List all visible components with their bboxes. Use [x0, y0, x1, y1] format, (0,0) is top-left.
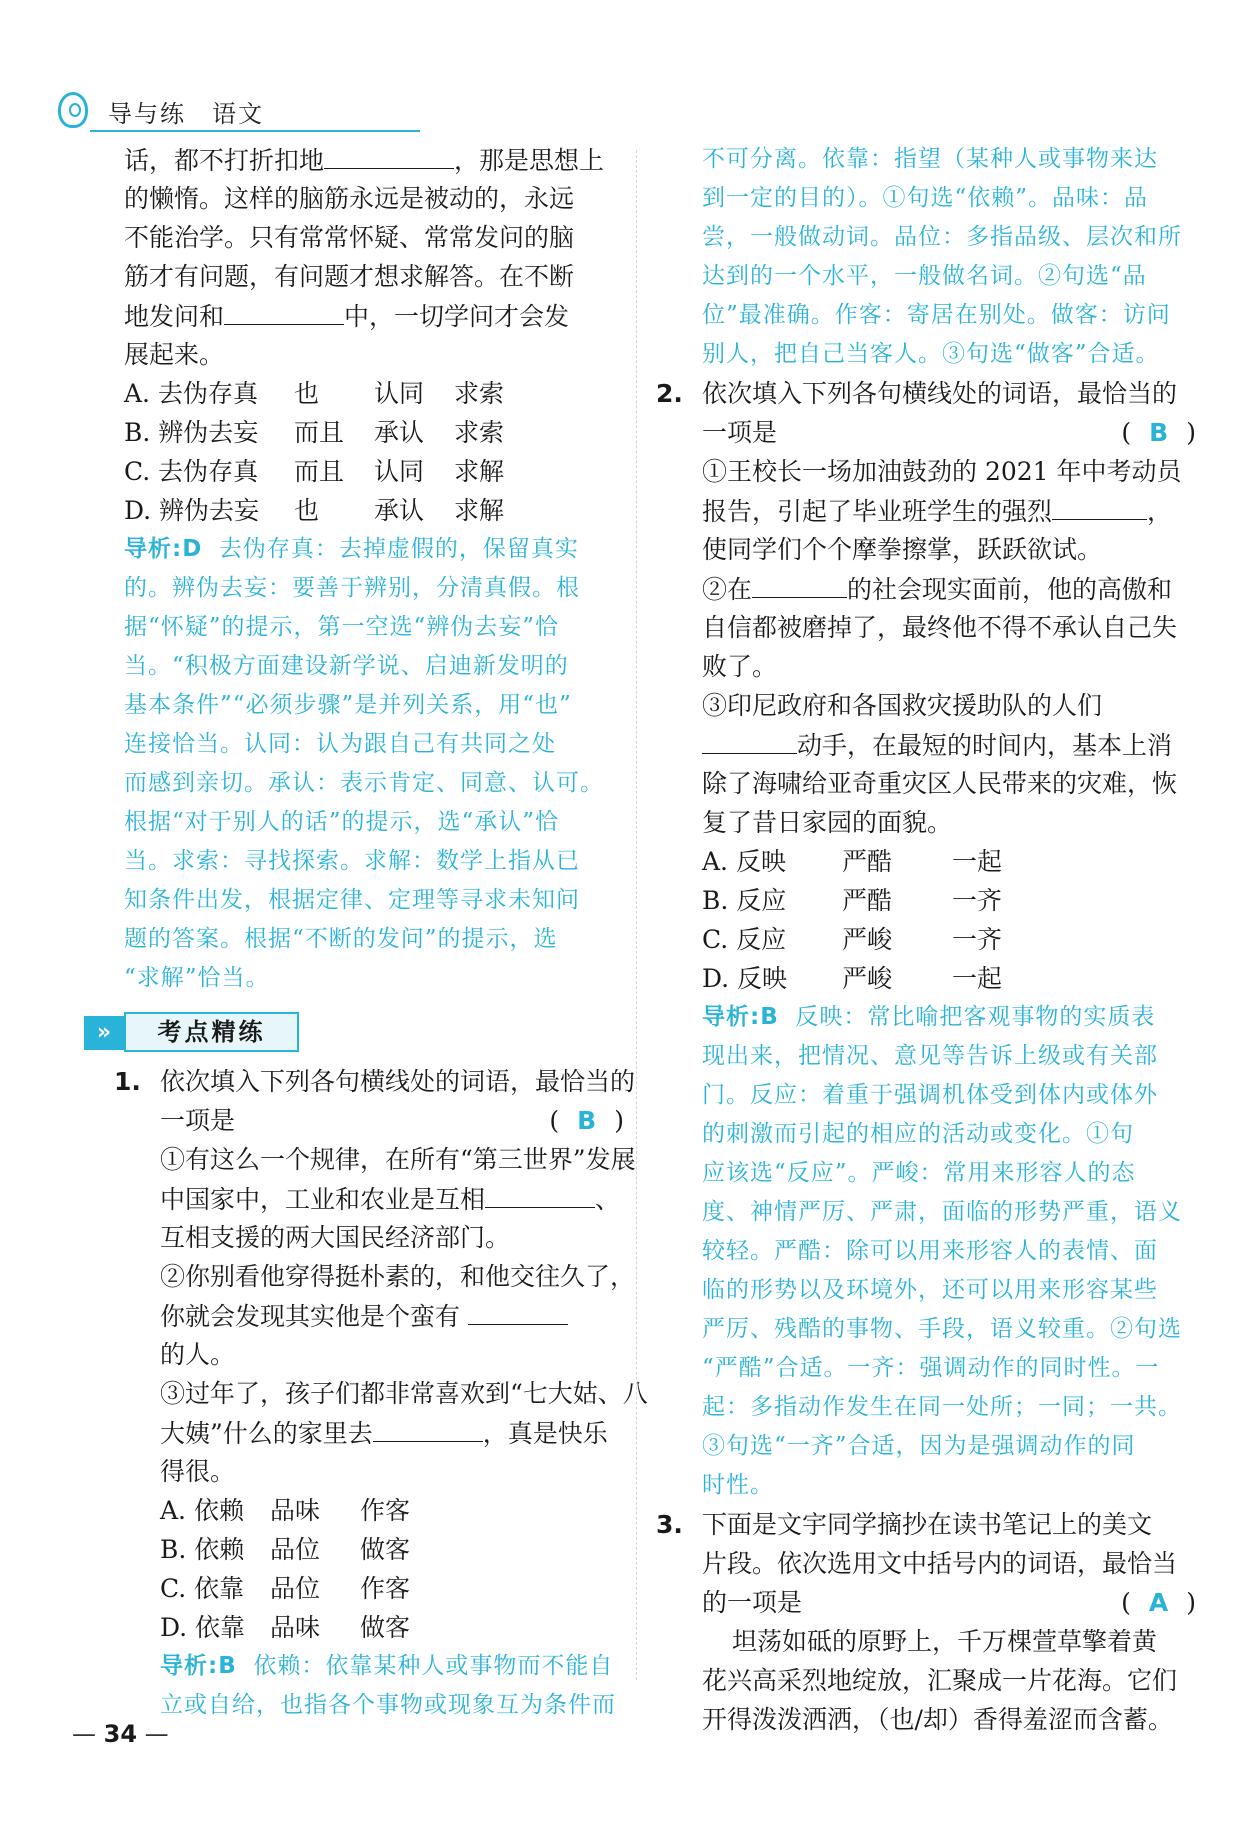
option-row: C. 去伪存真 而且 认同 求解 [124, 457, 505, 486]
text-line: 复了昔日家园的面貌。 [702, 808, 953, 837]
text-line: 坦荡如砥的原野上，千万棵萱草擎着黄 [732, 1627, 1158, 1656]
text-line: 地发问和 中，一切学问才会发 [124, 296, 624, 335]
text-line: 开得泼泼洒洒，（也/却）香得羞涩而含蓄。 [702, 1705, 1173, 1734]
analysis-answer: B [218, 1653, 237, 1679]
header-title: 导与练 语文 [108, 100, 264, 128]
answer-letter: B [1149, 418, 1169, 447]
page-header [50, 92, 420, 136]
question-stem: 一项是 ( B ) [666, 413, 1196, 452]
question-number: 1. [114, 1067, 141, 1096]
question-stem: 3. 下面是文宇同学摘抄在读书笔记上的美文 [666, 1505, 1196, 1544]
page-number: 34 [103, 1720, 138, 1748]
answer-bracket: ( B ) [549, 1106, 624, 1135]
analysis-answer: B [760, 1004, 779, 1030]
analysis-answer: D [182, 536, 203, 562]
double-chevron-icon: » [84, 1016, 124, 1050]
question-number: 2. [656, 379, 683, 408]
text-line: ②你别看他穿得挺朴素的，和他交往久了， [160, 1262, 636, 1291]
text-line: 得很。 [160, 1457, 236, 1486]
fill-blank [1052, 491, 1147, 520]
text-line: 的懒惰。这样的脑筋永远是被动的，永远 [124, 184, 575, 213]
question-number: 3. [656, 1510, 683, 1539]
question-stem: 2. 依次填入下列各句横线处的词语，最恰当的 [666, 374, 1196, 413]
text-line: 使同学们个个摩拳擦掌，跃跃欲试。 [702, 535, 1103, 564]
option-row: A. 依赖 品味 作客 [160, 1496, 411, 1525]
text-line: ②在 的社会现实面前，他的高傲和 [666, 569, 1196, 608]
analysis-label: 导析: [160, 1653, 219, 1679]
option-row: B. 辨伪去妄 而且 承认 求索 [124, 418, 505, 447]
fill-blank [752, 569, 847, 598]
question-stem: 片段。依次选用文中括号内的词语，最恰当 [702, 1549, 1178, 1578]
text-line: 不能治学。只有常常怀疑、常常发问的脑 [124, 223, 575, 252]
text-line: 你就会发现其实他是个蛮有 [124, 1296, 624, 1335]
question-stem: 1. 依次填入下列各句横线处的词语，最恰当的 [124, 1062, 624, 1101]
text-line: 自信都被磨掉了，最终他不得不承认自己失 [702, 613, 1178, 642]
column-divider [636, 150, 637, 1680]
fill-blank [702, 725, 797, 754]
answer-bracket: ( A ) [1121, 1588, 1196, 1617]
text-line: 互相支援的两大国民经济部门。 [160, 1223, 511, 1252]
text-line: 中国家中，工业和农业是互相 、 [124, 1179, 624, 1218]
text-line: 话，都不打折扣地 ，那是思想上 [124, 140, 624, 179]
text-line: 花兴高采烈地绽放，汇聚成一片花海。它们 [702, 1666, 1178, 1695]
left-column [96, 140, 648, 1725]
analysis-block: 不可分离。依靠：指望（某种人或事物来达 到一定的目的）。①句选“依赖”。品味：品 尝，一般做动词。品位：多指品级、层次和所 达到的一个水平，一般做名词。②句选“品 位”最准确。作客：寄居在别处。做客：访问 别人，把自己当客人。③句选“做客”合适。 [702, 146, 1182, 367]
text-line: ③印尼政府和各国救灾援助队的人们 [702, 691, 1103, 720]
option-row: D. 依靠 品味 做客 [160, 1613, 411, 1642]
right-column [656, 140, 1196, 1739]
option-row: D. 辨伪去妄 也 承认 求解 [124, 496, 505, 525]
analysis-block: 导析:B 反映：常比喻把客观事物的实质表 现出来，把情况、意见等告诉上级或有关部 门。反应：着重于强调机体受到体内或体外 的刺激而引起的相应的活动或变化。①句 应该选“反应”。严峻：常用来形容人的态 度、神情严厉、严肃，面临的形势严重，语义 较轻。严酷：除可以用来形容人的表情、面 临的形势以及环境外，还可以用来形容某些 严厉、残酷的事物、手段，语义较重。②句选 “严酷”合适。一齐：强调动作的同时性。一 起：多指动作发生在同一处所；一同；一共。 ③句选“一齐”合适，因为是强调动作的同 时性。 [702, 1004, 1182, 1498]
text-line: 动手，在最短的时间内，基本上消 [666, 725, 1196, 764]
text-line: 展起来。 [124, 340, 225, 369]
text-line: 的人。 [160, 1340, 236, 1369]
question-stem: 一项是 ( B ) [124, 1101, 624, 1140]
text-line: ①有这么一个规律，在所有“第三世界”发展 [160, 1145, 636, 1174]
analysis-block: 导析:D 去伪存真：去掉虚假的，保留真实 的。辨伪去妄：要善于辨别，分清真假。根 据“怀疑”的提示，第一空选“辨伪去妄”恰 当。“积极方面建设新学说、启迪新发明的 基本条件”“必须步骤”是并列关系，用“也” 连接恰当。认同：认为跟自己有共同之处 而感到亲切。承认：表示肯定、同意、认可。 根据“对于别人的话”的提示，选“承认”恰 当。求索：寻找探索。求解：数学上指从已 知条件出发，根据定律、定理等寻求未知问 题的答案。根据“不断的发问”的提示，选 “求解”恰当。 [124, 536, 604, 991]
text-line: 大姨”什么的家里去 ，真是快乐 [124, 1413, 624, 1452]
fill-blank [224, 296, 344, 325]
text-line: ①王校长一场加油鼓劲的 2021 年中考动员 [702, 457, 1182, 486]
fill-blank [468, 1296, 568, 1325]
section-title: 考点精练 [124, 1012, 299, 1052]
question-stem: 的一项是 ( A ) [666, 1583, 1196, 1622]
option-row: C. 依靠 品位 作客 [160, 1574, 411, 1603]
text-line: 败了。 [702, 652, 778, 681]
header-rule [90, 130, 420, 132]
option-row: B. 依赖 品位 做客 [160, 1535, 411, 1564]
option-row: A. 反映 严酷 一起 [702, 847, 1003, 876]
text-line: ③过年了，孩子们都非常喜欢到“七大姑、八 [160, 1379, 648, 1408]
answer-bracket: ( B ) [1121, 418, 1196, 447]
analysis-block: 导析:B 依赖：依靠某种人或事物而不能自 立或自给，也指各个事物或现象互为条件而 [160, 1653, 616, 1718]
text-line: 筋才有问题，有问题才想求解答。在不断 [124, 262, 575, 291]
text-line: 报告，引起了毕业班学生的强烈 ， [666, 491, 1196, 530]
fill-blank [485, 1179, 595, 1208]
section-heading [96, 1008, 624, 1056]
book-logo-icon [58, 92, 88, 128]
answer-letter: B [577, 1106, 597, 1135]
analysis-label: 导析: [124, 536, 183, 562]
option-row: B. 反应 严酷 一齐 [702, 886, 1003, 915]
page-footer: — 34 — [72, 1720, 169, 1748]
option-row: C. 反应 严峻 一齐 [702, 925, 1003, 954]
option-row: A. 去伪存真 也 认同 求索 [124, 379, 505, 408]
fill-blank [324, 140, 454, 169]
option-row: D. 反映 严峻 一起 [702, 964, 1003, 993]
analysis-label: 导析: [702, 1004, 761, 1030]
text-line: 除了海啸给亚奇重灾区人民带来的灾难，恢 [702, 769, 1178, 798]
answer-letter: A [1148, 1588, 1169, 1617]
fill-blank [373, 1413, 483, 1442]
